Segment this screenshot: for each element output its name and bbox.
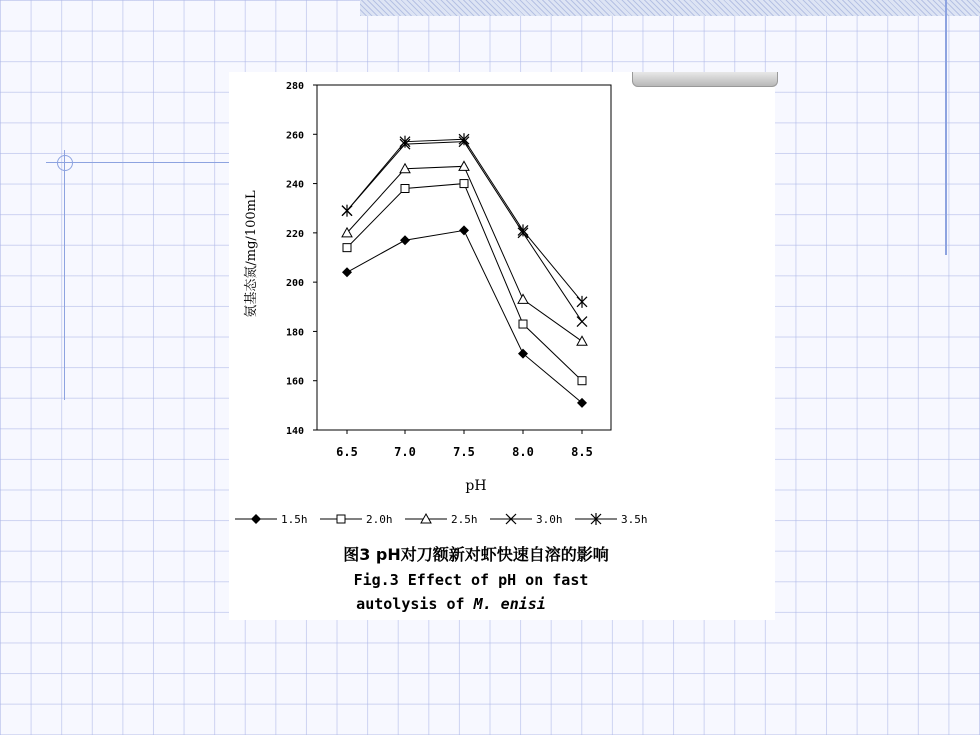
x-tick-label: 6.5 <box>336 445 358 459</box>
data-point-square <box>578 377 586 385</box>
legend-label: 2.0h <box>366 513 393 526</box>
data-point-triangle <box>459 161 469 170</box>
series-2.0h <box>343 180 586 385</box>
data-point-diamond <box>400 235 410 245</box>
series-2.5h <box>342 161 587 345</box>
data-point-diamond <box>251 514 261 524</box>
caption-chinese: 图3 pH对刀额新对虾快速自溶的影响 <box>343 545 609 564</box>
y-axis-label: 氨基态氮/mg/100mL <box>244 190 259 318</box>
legend-label: 1.5h <box>281 513 308 526</box>
y-tick-label: 240 <box>285 179 304 191</box>
y-tick-label: 260 <box>285 130 304 142</box>
legend-label: 2.5h <box>451 513 478 526</box>
right-decorative-line <box>945 0 947 255</box>
left-vertical-decorative-line <box>64 150 65 400</box>
legend-item-3.0h <box>490 513 563 526</box>
series-3.5h <box>342 133 587 308</box>
left-horizontal-decorative-line <box>46 162 246 163</box>
y-tick-label: 160 <box>285 376 304 388</box>
series-1.5h <box>342 225 587 408</box>
data-point-star <box>342 205 352 217</box>
x-tick-label: 7.5 <box>453 445 475 459</box>
series-line <box>347 184 582 381</box>
caption-english-2 <box>356 595 546 613</box>
scrollbar-stub <box>632 72 778 87</box>
legend-label: 3.0h <box>536 513 563 526</box>
data-point-star <box>577 296 587 308</box>
data-point-star <box>518 224 528 236</box>
figure-panel <box>229 72 775 620</box>
data-point-square <box>343 244 351 252</box>
legend-label: 3.5h <box>621 513 648 526</box>
data-point-square <box>519 320 527 328</box>
caption-english-2-prefix: autolysis of <box>356 595 474 613</box>
x-tick-label: 7.0 <box>394 445 416 459</box>
y-tick-label: 220 <box>285 228 304 240</box>
data-point-diamond <box>459 225 469 235</box>
data-point-x <box>577 317 587 327</box>
species-name: M. enisi <box>473 595 546 613</box>
crosshair-circle-icon <box>57 155 73 171</box>
legend-item-2.0h <box>320 513 393 526</box>
y-tick-label: 280 <box>285 81 304 92</box>
legend-item-2.5h <box>405 513 478 526</box>
y-tick-label: 140 <box>285 426 304 437</box>
y-tick-label: 180 <box>285 327 304 339</box>
line-chart <box>229 72 775 620</box>
data-point-triangle <box>577 336 587 345</box>
data-point-square <box>460 180 468 188</box>
x-tick-label: 8.0 <box>512 445 534 459</box>
data-point-diamond <box>342 267 352 277</box>
legend-item-1.5h <box>235 513 308 526</box>
data-point-square <box>337 515 345 523</box>
data-point-square <box>401 185 409 193</box>
top-decorative-band <box>360 0 980 16</box>
x-tick-label: 8.5 <box>571 445 593 459</box>
legend-item-3.5h <box>575 513 648 526</box>
y-tick-label: 200 <box>285 278 304 290</box>
data-point-triangle <box>518 294 528 303</box>
series-line <box>347 166 582 341</box>
x-axis-label: pH <box>465 478 487 494</box>
caption-english-1: Fig.3 Effect of pH on fast <box>353 571 589 589</box>
